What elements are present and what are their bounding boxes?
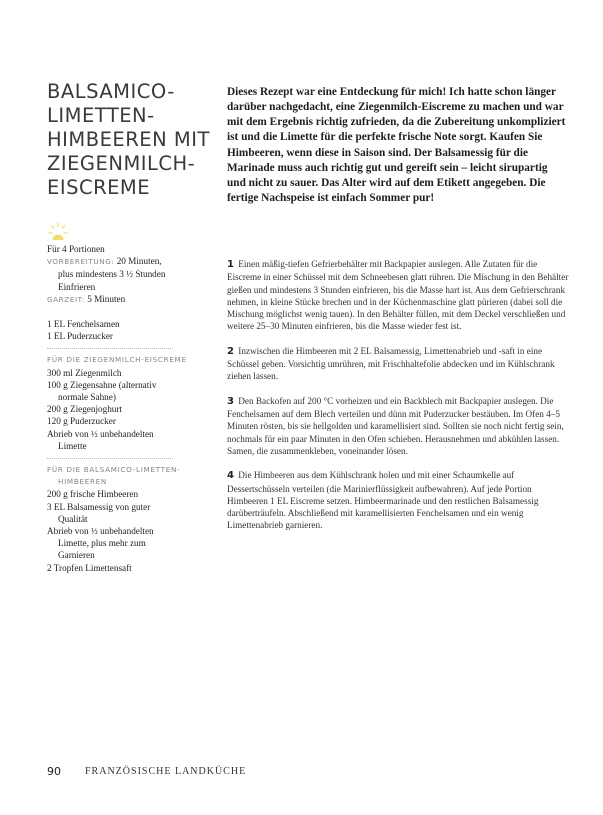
berries-heading: FÜR DIE BALSAMICO-LIMETTEN- [47, 465, 181, 475]
ingredient: Abrieb von ½ unbehandelten [47, 526, 154, 537]
servings: Für 4 Portionen [47, 244, 105, 254]
ingredient: 1 EL Puderzucker [47, 331, 113, 342]
ingredient: 120 g Puderzucker [47, 416, 116, 427]
ingredient: Limette [58, 440, 87, 451]
step-text: Die Himbeeren aus dem Kühlschrank holen und mit einer Schaumkelle auf Dessertschüsseln verteilen (die Marinierflüssigkeit aufbewahren). Auf jede Portion Himbeeren 1 EL Eiscreme setzen. Himbeermarinade und den restlichen Balsamessig darüberträufeln. Abschließend mit karamellisierten Fenchelsamen und ein wenig Limettenabrieb garnieren. [227, 470, 539, 531]
ingredient: Garnieren [58, 550, 95, 561]
step-number: 1 [227, 259, 234, 270]
recipe-intro: Dieses Rezept war eine Entdeckung für mich! Ich hatte schon länger darüber nachgedacht, eine Ziegenmilch-Eiscreme zu machen und war mit dem Ergebnis richtig zufrieden, da die Zubereitung unkompliziert ist und die Limette für die perfekte frische Note sorgt. Kaufen Sie Himbeeren, wenn diese in Saison sind. Der Balsamessig für die Marinade muss auch richtig gut und gereift sein – leicht sirupartig und nicht zu sauer. Das Alter wird auf dem Etikett angegeben. Die fertige Nachspeise ist einfach Sommer pur! [227, 86, 566, 205]
ingredient: 200 g frische Himbeeren [47, 489, 139, 500]
step [227, 345, 572, 383]
title-line: LIMETTEN- [47, 104, 155, 127]
step [227, 395, 572, 457]
step-text: Einen mäßig-tiefen Gefrierbehälter mit Backpapier auslegen. Alle Zutaten für die Eiscreme in einer Schüssel mit dem Schneebesen glatt rühren. Die Mischung in den Behälter gießen und mindestens 3 Stunden einfrieren, bis die Masse hart ist. Aus dem Gefrierschrank nehmen, in kleine Stücke brechen und in der Küchenmaschine glatt pürieren (dabei soll die Mischung möglichst wenig tauen). In den Behälter füllen, mit dem Deckel verschließen und weitere 25–30 Minuten einfrieren, bis die Masse wieder fest ist. [227, 259, 569, 332]
sun-icon [48, 222, 68, 242]
title-line: ZIEGENMILCH- [47, 152, 196, 175]
cook-time [47, 293, 207, 306]
ingredient: 3 EL Balsamessig von guter [47, 501, 151, 512]
method-steps [227, 258, 572, 544]
ingredient: Qualität [58, 513, 88, 524]
page-number: 90 [47, 765, 61, 778]
ingredient: 200 g Ziegenjoghurt [47, 404, 123, 415]
step-number: 3 [227, 395, 234, 407]
divider [47, 458, 173, 459]
ice-cream-heading: FÜR DIE ZIEGENMILCH-EISCREME [47, 355, 187, 365]
recipe-title [47, 80, 210, 200]
ingredients-panel [47, 243, 207, 574]
ingredient: Abrieb von ½ unbehandelten [47, 428, 154, 439]
divider [47, 348, 173, 349]
ingredient: 100 g Ziegensahne (alternativ [47, 379, 157, 390]
ingredient: Limette, plus mehr zum [58, 538, 146, 549]
ingredient: 300 ml Ziegenmilch [47, 367, 122, 378]
ingredient: 2 Tropfen Limettensaft [47, 562, 132, 573]
title-line: HIMBEEREN MIT [47, 128, 210, 151]
step-number: 4 [227, 470, 234, 482]
ingredient: normale Sahne) [58, 392, 116, 403]
prep-time-line: Einfrieren [58, 281, 96, 292]
spacer [47, 306, 207, 318]
prep-value: 20 Minuten, [116, 256, 162, 267]
step [227, 258, 572, 333]
title-line: EISCREME [47, 176, 151, 199]
cook-label: GARZEIT: [47, 294, 85, 304]
step [227, 469, 572, 531]
ingredient: 1 EL Fenchelsamen [47, 319, 120, 330]
berries-heading: HIMBEEREN [58, 477, 107, 487]
prep-time [47, 255, 207, 268]
step-text: Inzwischen die Himbeeren mit 2 EL Balsamessig, Limettenabrieb und -saft in eine Schüssel geben. Vorsichtig umrühren, mit Frischhaltefolie abdecken und im Kühlschrank ziehen lassen. [227, 345, 555, 382]
step-text: Den Backofen auf 200 °C vorheizen und ein Backblech mit Backpapier auslegen. Die Fenchelsamen auf dem Blech verteilen und dünn mit Puderzucker bestäuben. Im Ofen 4–5 Minuten rösten, bis sie hellgolden und karamellisiert sind. Sollten sie noch nicht fertig sein, nochmals für ein paar Minuten in den Ofen schieben. Herausnehmen und abkühlen lassen. Samen, die zusammenkleben, voneinander lösen. [227, 395, 564, 456]
title-line: BALSAMICO- [47, 80, 175, 103]
cook-value: 5 Minuten [87, 293, 126, 304]
running-footer: FRANZÖSISCHE LANDKÜCHE [85, 766, 247, 777]
prep-label: VORBEREITUNG: [47, 257, 115, 267]
prep-time-line: plus mindestens 3 ½ Stunden [58, 269, 166, 280]
step-number: 2 [227, 345, 234, 357]
